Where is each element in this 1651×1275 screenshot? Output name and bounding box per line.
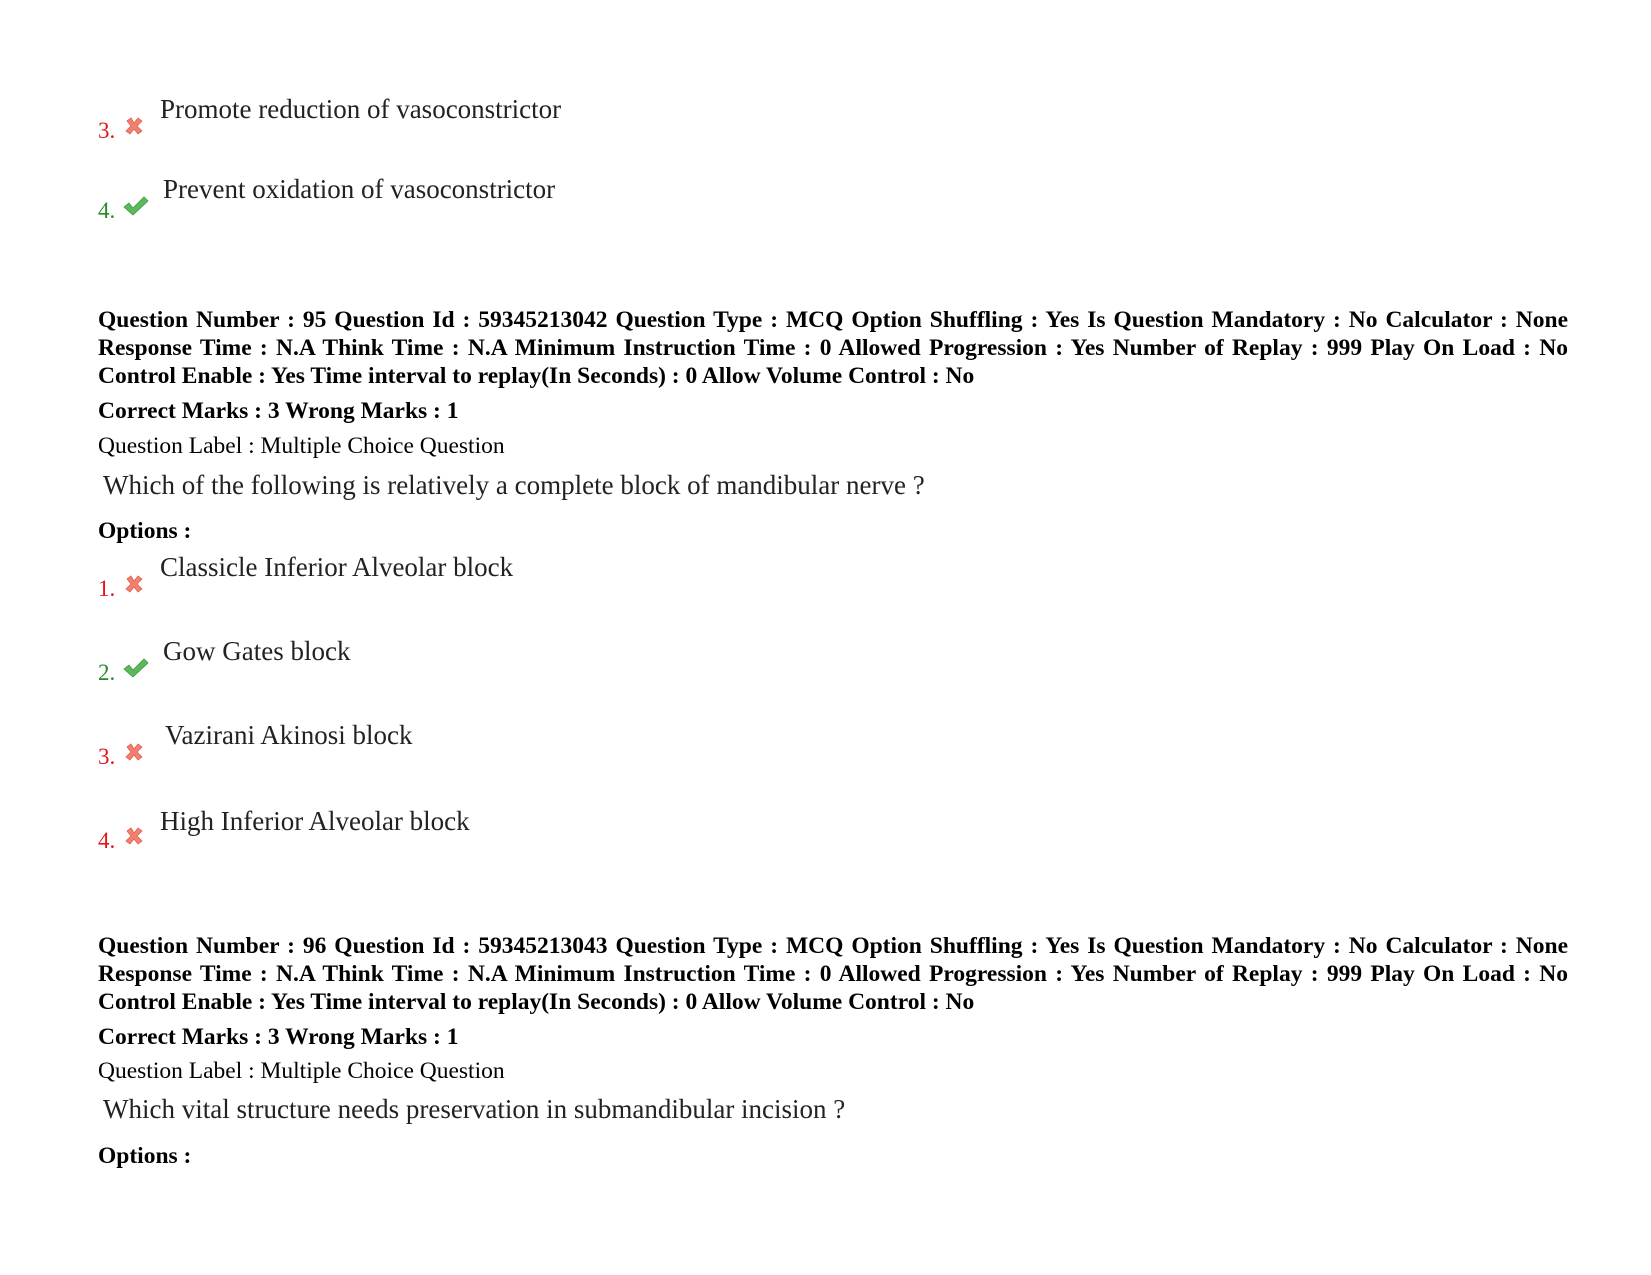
option-number: 3.: [98, 744, 116, 769]
option-text: High Inferior Alveolar block: [160, 806, 470, 836]
option-number: 3.: [98, 118, 116, 143]
question-95-marks: Correct Marks : 3 Wrong Marks : 1: [98, 398, 459, 424]
option-number: 4.: [98, 828, 116, 853]
question-95-text: Which of the following is relatively a complete block of mandibular nerve ?: [103, 470, 925, 500]
option-text: Promote reduction of vasoconstrictor: [160, 94, 562, 124]
option-text: Classicle Inferior Alveolar block: [160, 552, 514, 582]
question-95-options-heading: Options :: [98, 518, 192, 544]
question-95-metadata: Question Number : 95 Question Id : 59345213042 Question Type : MCQ Option Shuffling : Yes Is Question Mandatory : No Calculator : None Response Time : N.A Think Time : N.A Minimum Instruction Time : 0 Allowed Progression : Yes Number of Replay : 999 Play On Load : No Control Enable : Yes Time interval to replay(In Seconds) : 0 Allow Volume Control : No: [98, 307, 1568, 389]
option-number: 2.: [98, 660, 116, 685]
question-96-metadata: Question Number : 96 Question Id : 59345213043 Question Type : MCQ Option Shuffling : Yes Is Question Mandatory : No Calculator : None Response Time : N.A Think Time : N.A Minimum Instruction Time : 0 Allowed Progression : Yes Number of Replay : 999 Play On Load : No Control Enable : Yes Time interval to replay(In Seconds) : 0 Allow Volume Control : No: [98, 933, 1568, 1015]
question-96-text: Which vital structure needs preservation in submandibular incision ?: [103, 1094, 846, 1124]
question-96-label: Question Label : Multiple Choice Question: [98, 1058, 505, 1084]
cross-icon: [122, 114, 146, 138]
question-96-options-heading: Options :: [98, 1143, 192, 1169]
check-icon: [122, 656, 150, 680]
option-text: Gow Gates block: [163, 636, 351, 666]
question-96-marks: Correct Marks : 3 Wrong Marks : 1: [98, 1024, 459, 1050]
option-number: 4.: [98, 198, 116, 223]
cross-icon: [122, 572, 146, 596]
option-text: Vazirani Akinosi block: [165, 720, 413, 750]
cross-icon: [122, 740, 146, 764]
check-icon: [122, 194, 150, 218]
option-number: 1.: [98, 576, 116, 601]
option-text: Prevent oxidation of vasoconstrictor: [163, 174, 556, 204]
cross-icon: [122, 824, 146, 848]
question-95-label: Question Label : Multiple Choice Question: [98, 433, 505, 459]
